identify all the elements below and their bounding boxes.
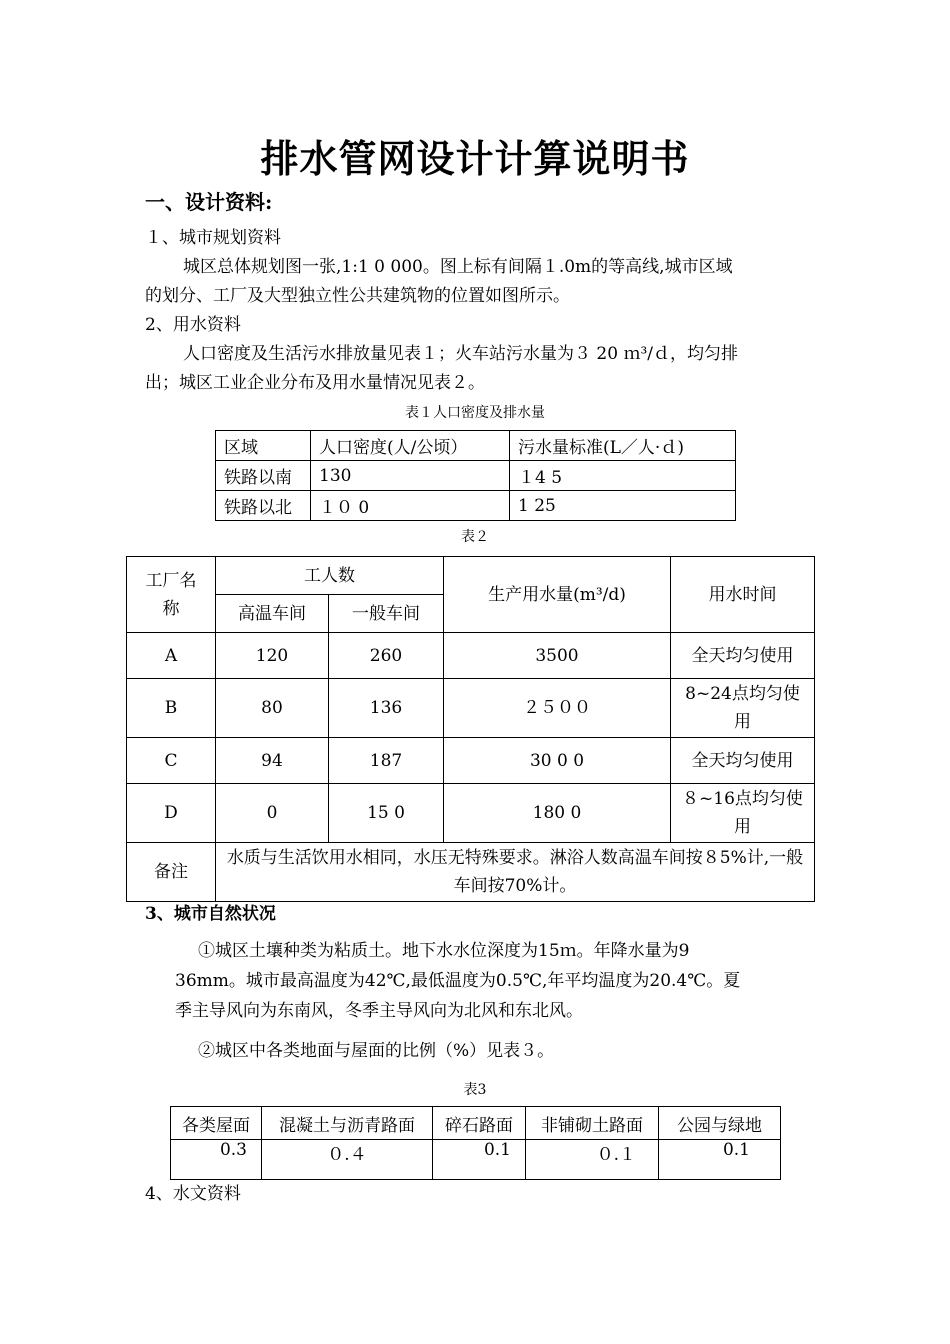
- table-cell: B: [127, 679, 216, 738]
- table-cell: A: [127, 633, 216, 679]
- table-header-cell: [127, 557, 216, 633]
- table-cell: 0.1: [433, 1140, 526, 1180]
- table-header-cell: 污水量标准(L／人·ｄ): [510, 431, 736, 461]
- subheading-city-planning: １、城市规划资料: [145, 228, 281, 248]
- table-cell: 0.1: [659, 1140, 781, 1180]
- note-cell: 水质与生活饮用水相同，水压无特殊要求。淋浴人数高温车间按８5%计,一般车间按70%计。: [216, 843, 815, 902]
- table3-caption: 表3: [463, 1082, 487, 1098]
- paragraph-line: 季主导风向为东南风，冬季主导风向为北风和东北风。: [175, 1001, 583, 1021]
- table-cell: 全天均匀使用: [671, 738, 815, 784]
- paragraph-line: 人口密度及生活污水排放量见表１；火车站污水量为３ 20 ｍ³/ｄ，均匀排: [183, 344, 738, 364]
- table-header-cell: 公园与绿地: [659, 1107, 781, 1140]
- table-row: [127, 784, 815, 843]
- paragraph-line: 36mm。城市最高温度为42℃,最低温度为0.5℃,年平均温度为20.4℃。夏: [175, 971, 741, 991]
- table-row: [127, 738, 815, 784]
- table-cell: 180 0: [444, 784, 671, 843]
- table-header-cell: 各类屋面: [171, 1107, 262, 1140]
- table-cell: 130: [311, 461, 510, 491]
- table-header-cell: 一般车间: [329, 595, 444, 633]
- table-cell: 铁路以南: [216, 461, 311, 491]
- table-cell: 80: [216, 679, 329, 738]
- table2-caption: 表２: [461, 529, 489, 545]
- table-cell: 94: [216, 738, 329, 784]
- table-cell: １4 5: [510, 461, 736, 491]
- paragraph-line: 出；城区工业企业分布及用水量情况见表２。: [145, 373, 485, 393]
- table-cell: [671, 784, 815, 843]
- table-header-row: [171, 1107, 781, 1140]
- table-row: [127, 633, 815, 679]
- table-row: [127, 679, 815, 738]
- table-header-row: [127, 557, 815, 595]
- table-cell: 260: [329, 633, 444, 679]
- table-population-density: [215, 430, 736, 521]
- page-title: 排水管网设计计算说明书: [260, 136, 690, 181]
- table-cell: 187: [329, 738, 444, 784]
- use-time-text: 8~24点均匀使用: [685, 684, 800, 732]
- table-header-row: [216, 431, 736, 461]
- table-cell: ０.１: [526, 1140, 659, 1180]
- section-heading-design-data: 一、设计资料:: [145, 190, 273, 214]
- table-header-cell: 工人数: [216, 557, 444, 595]
- factory-name-header: 工厂名称: [145, 570, 197, 619]
- table-cell: [671, 679, 815, 738]
- table-header-cell: 高温车间: [216, 595, 329, 633]
- table-header-cell: 区域: [216, 431, 311, 461]
- table-cell: 30 0 0: [444, 738, 671, 784]
- table-cell: １０ 0: [311, 491, 510, 521]
- subheading-hydrology: 4、水文资料: [145, 1184, 241, 1204]
- table-cell: 120: [216, 633, 329, 679]
- table1-caption: 表１人口密度及排水量: [405, 405, 545, 421]
- table-cell: D: [127, 784, 216, 843]
- table-factories: [126, 556, 815, 902]
- table-cell: 136: [329, 679, 444, 738]
- table-cell: ０.４: [262, 1140, 433, 1180]
- table-header-cell: 用水时间: [671, 557, 815, 633]
- table-header-cell: 生产用水量(m³/d): [444, 557, 671, 633]
- paragraph-line: 的划分、工厂及大型独立性公共建筑物的位置如图所示。: [145, 286, 570, 306]
- table-cell: 3500: [444, 633, 671, 679]
- table-header-cell: 非铺砌土路面: [526, 1107, 659, 1140]
- table-cell: C: [127, 738, 216, 784]
- subheading-water-use: 2、用水资料: [145, 315, 241, 335]
- table-header-cell: 人口密度(人/公顷）: [311, 431, 510, 461]
- table-row: [171, 1140, 781, 1180]
- table-header-cell: 混凝土与沥青路面: [262, 1107, 433, 1140]
- table-header-cell: 碎石路面: [433, 1107, 526, 1140]
- table-cell: 1 25: [510, 491, 736, 521]
- use-time-text: ８~16点均匀使用: [682, 789, 803, 837]
- paragraph-line: ①城区土壤种类为粘质土。地下水水位深度为15ｍ。年降水量为9: [198, 941, 690, 961]
- table-row: [127, 843, 815, 902]
- paragraph-line: ②城区中各类地面与屋面的比例（%）见表３。: [198, 1041, 555, 1061]
- table-cell: 全天均匀使用: [671, 633, 815, 679]
- subheading-natural-conditions: 3、城市自然状况: [145, 904, 276, 924]
- paragraph-line: 城区总体规划图一张,1:1 0 000。图上标有间隔１.0m的等高线,城市区域: [183, 257, 733, 277]
- table-row: [216, 491, 736, 521]
- table-cell: 0.3: [171, 1140, 262, 1180]
- table-cell: 铁路以北: [216, 491, 311, 521]
- table-cell: 15 0: [329, 784, 444, 843]
- table-cell: 备注: [127, 843, 216, 902]
- table-cell: ２５００: [444, 679, 671, 738]
- table-surface-ratios: [170, 1106, 781, 1180]
- table-cell: 0: [216, 784, 329, 843]
- table-row: [216, 461, 736, 491]
